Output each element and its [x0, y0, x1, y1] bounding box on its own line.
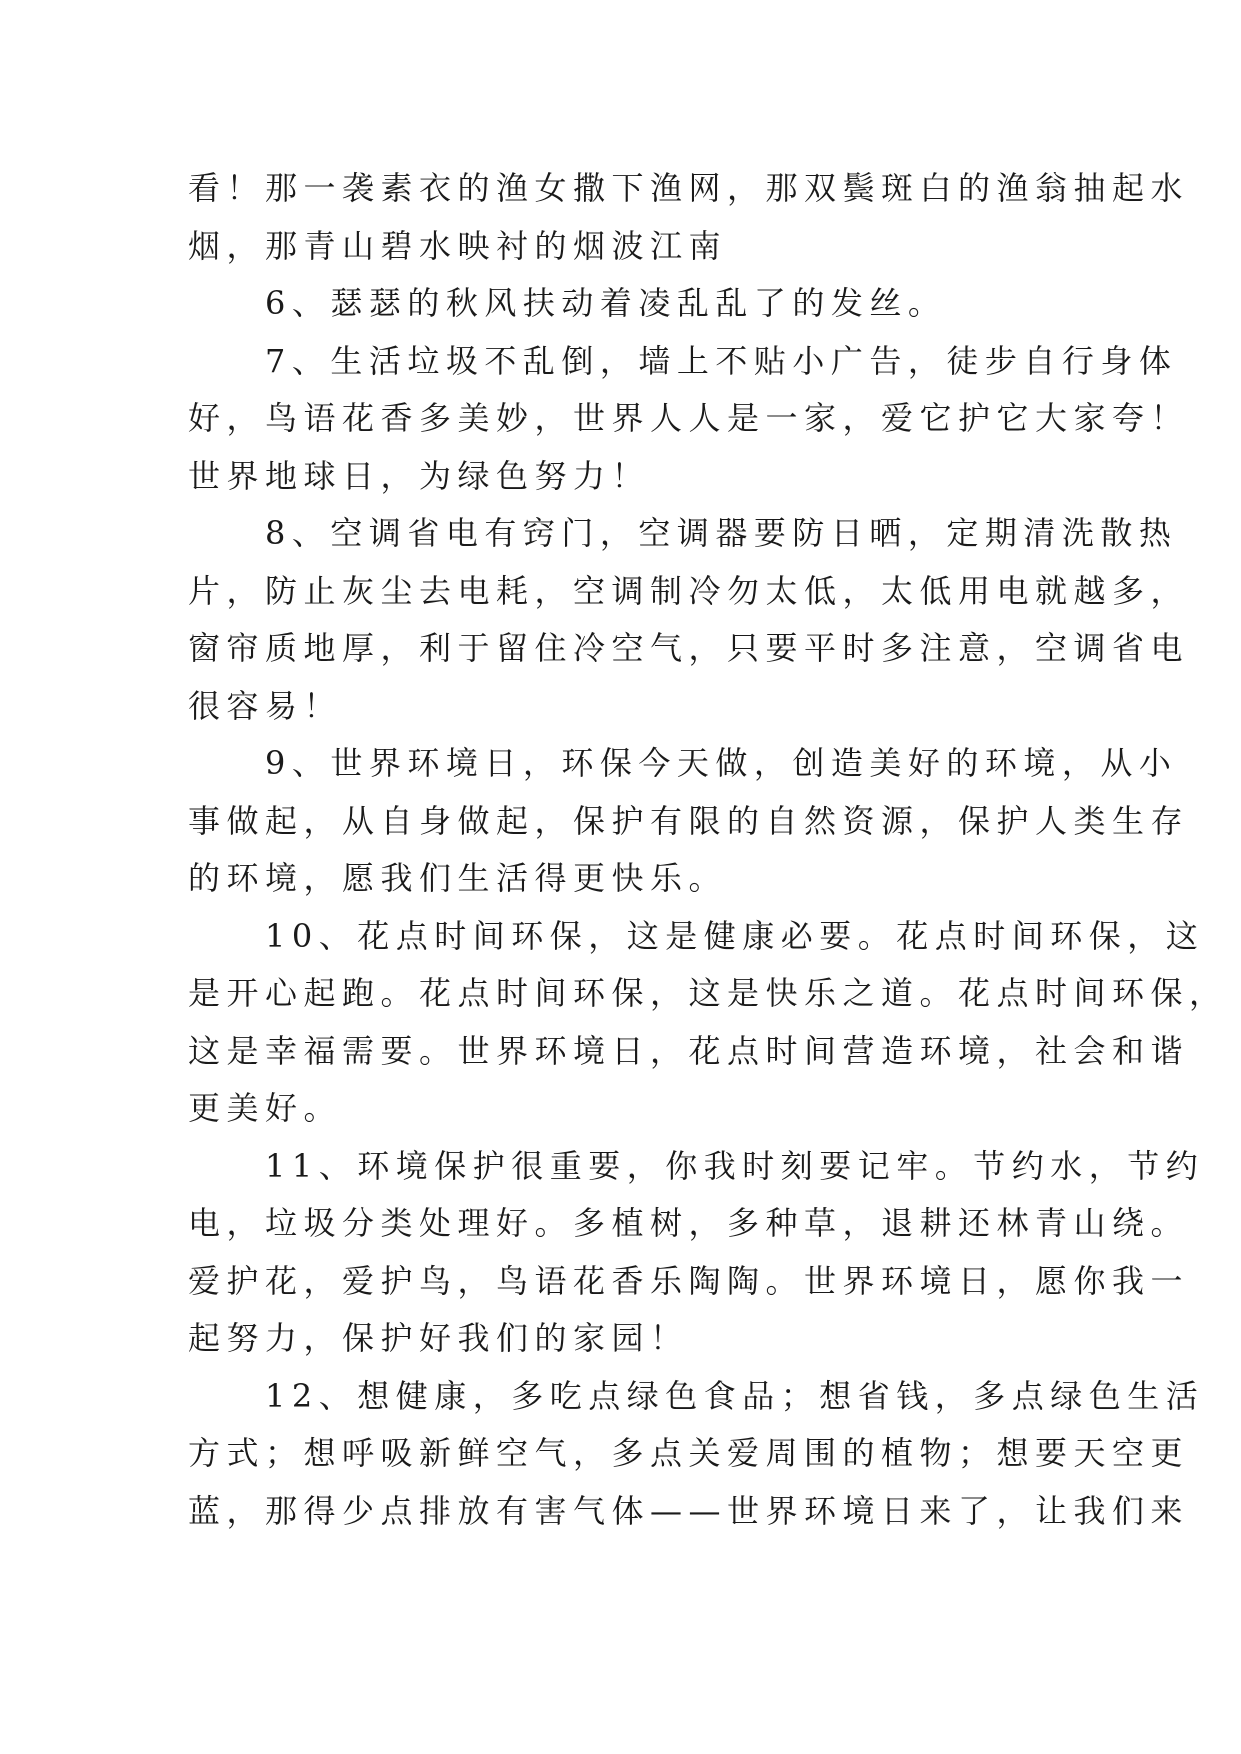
- text-line: 12、想健康，多吃点绿色食品；想省钱，多点绿色生活: [188, 1376, 1205, 1415]
- text-line: 的环境，愿我们生活得更快乐。: [188, 859, 728, 897]
- paragraph-9: [188, 735, 1190, 908]
- text-line: 方式；想呼吸新鲜空气，多点关爱周围的植物；想要天空更: [188, 1434, 1190, 1472]
- paragraph-11: [188, 1138, 1205, 1368]
- text-line: 这是幸福需要。世界环境日，花点时间营造环境，社会和谐: [188, 1031, 1190, 1070]
- paragraph-7: [188, 333, 1190, 506]
- document-body: [188, 160, 1228, 1540]
- text-line: 事做起，从自身做起，保护有限的自然资源，保护人类生存: [188, 801, 1190, 840]
- paragraph-6: [188, 275, 1058, 333]
- text-line: 6、瑟瑟的秋风扶动着凌乱乱了的发丝。: [188, 284, 947, 322]
- text-line: 好，鸟语花香多美妙，世界人人是一家，爱它护它大家夸！: [188, 399, 1190, 437]
- paragraph-continued: [188, 160, 1190, 275]
- text-line: 爱护花，爱护鸟，鸟语花香乐陶陶。世界环境日，愿你我一: [188, 1261, 1190, 1300]
- text-line: 世界地球日，为绿色努力！: [188, 456, 651, 495]
- text-line: 烟，那青山碧水映衬的烟波江南: [188, 226, 728, 265]
- text-line: 片，防止灰尘去电耗，空调制冷勿太低，太低用电就越多，: [188, 571, 1190, 610]
- text-line: 很容易！: [188, 686, 343, 725]
- text-line: 窗帘质地厚，利于留住冷空气，只要平时多注意，空调省电: [188, 629, 1190, 667]
- text-line: 看！那一袭素衣的渔女撒下渔网，那双鬓斑白的渔翁抽起水: [188, 169, 1190, 207]
- text-line: 9、世界环境日，环保今天做，创造美好的环境，从小: [188, 744, 1178, 782]
- text-line: 蓝，那得少点排放有害气体——世界环境日来了，让我们来: [188, 1491, 1190, 1530]
- text-line: 电，垃圾分类处理好。多植树，多种草，退耕还林青山绕。: [188, 1204, 1190, 1242]
- text-line: 8、空调省电有窍门，空调器要防日晒，定期清洗散热: [188, 514, 1178, 552]
- text-line: 7、生活垃圾不乱倒，墙上不贴小广告，徒步自行身体: [188, 341, 1178, 380]
- text-line: 10、花点时间环保，这是健康必要。花点时间环保，这: [188, 916, 1205, 955]
- text-line: 更美好。: [188, 1089, 343, 1127]
- text-line: 起努力，保护好我们的家园！: [188, 1319, 689, 1357]
- paragraph-8: [188, 505, 1190, 735]
- paragraph-12: [188, 1368, 1205, 1541]
- text-line: 11、环境保护很重要，你我时刻要记牢。节约水，节约: [188, 1146, 1205, 1185]
- text-line: 是开心起跑。花点时间环保，这是快乐之道。花点时间环保，: [188, 974, 1228, 1012]
- paragraph-10: [188, 908, 1228, 1138]
